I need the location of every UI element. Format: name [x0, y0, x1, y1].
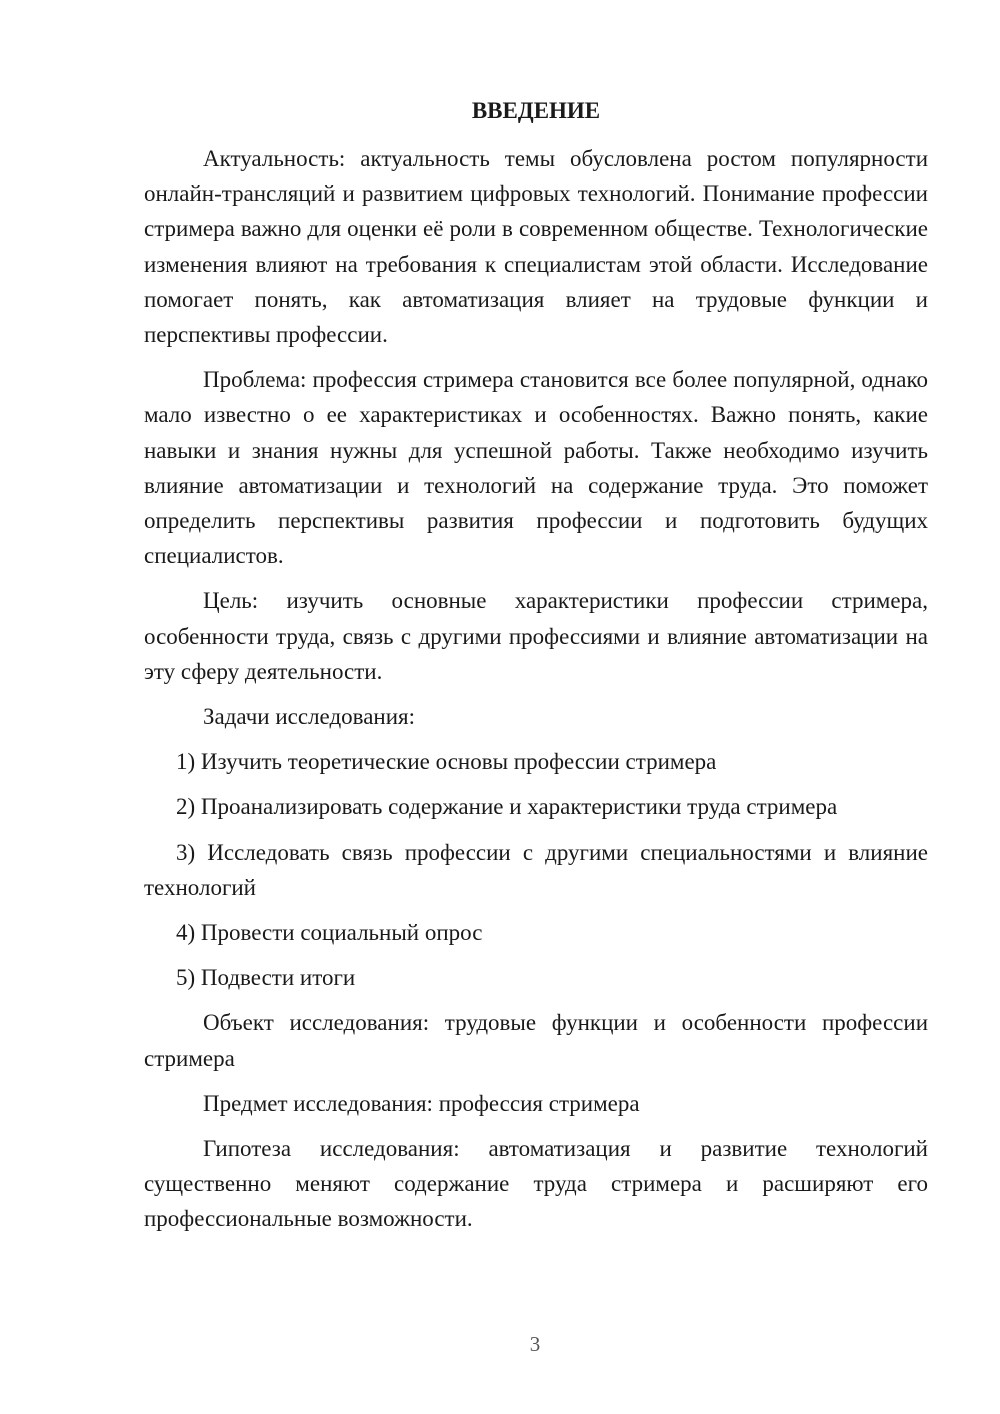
task-item-4: 4) Провести социальный опрос: [176, 920, 483, 946]
tasks-heading: Задачи исследования:: [203, 704, 416, 730]
paragraph-object: Объект исследования: трудовые функции и особенности профессии стримера: [144, 1010, 928, 1071]
paragraph-goal: Цель: изучить основные характеристики профессии стримера, особенности труда, связь с другими профессиями и влияние автоматизации на эту сферу деятельности.: [144, 588, 928, 684]
task-item-2: 2) Проанализировать содержание и характеристики труда стримера: [176, 794, 838, 820]
task-item-3: 3) Исследовать связь профессии с другими специальностями и влияние технологий: [144, 839, 928, 900]
page-content: [144, 95, 928, 1237]
paragraph-hypothesis: Гипотеза исследования: автоматизация и развитие технологий существенно меняют содержание труда стримера и расширяют его профессиональные возможности.: [144, 1136, 928, 1232]
task-item-1: 1) Изучить теоретические основы профессии стримера: [176, 749, 717, 775]
paragraph-subject: Предмет исследования: профессия стримера: [203, 1090, 640, 1116]
task-item-5: 5) Подвести итоги: [176, 965, 356, 991]
section-title: ВВЕДЕНИЕ: [471, 98, 601, 123]
paragraph-relevance: Актуальность: актуальность темы обусловлена ростом популярности онлайн-трансляций и развитием цифровых технологий. Понимание профессии стримера важно для оценки её роли в современном обществе. Технологические изменения влияют на требования к специалистам этой области. Исследование помогает понять, как автоматизация влияет на трудовые функции и перспективы профессии.: [144, 146, 928, 348]
page-number: 3: [529, 1332, 541, 1356]
paragraph-problem: Проблема: профессия стримера становится все более популярной, однако мало известно о ее характеристиках и особенностях. Важно понять, какие навыки и знания нужны для успешной работы. Также необходимо изучить влияние автоматизации и технологий на содержание труда. Это поможет определить перспективы развития профессии и подготовить будущих специалистов.: [144, 367, 928, 569]
